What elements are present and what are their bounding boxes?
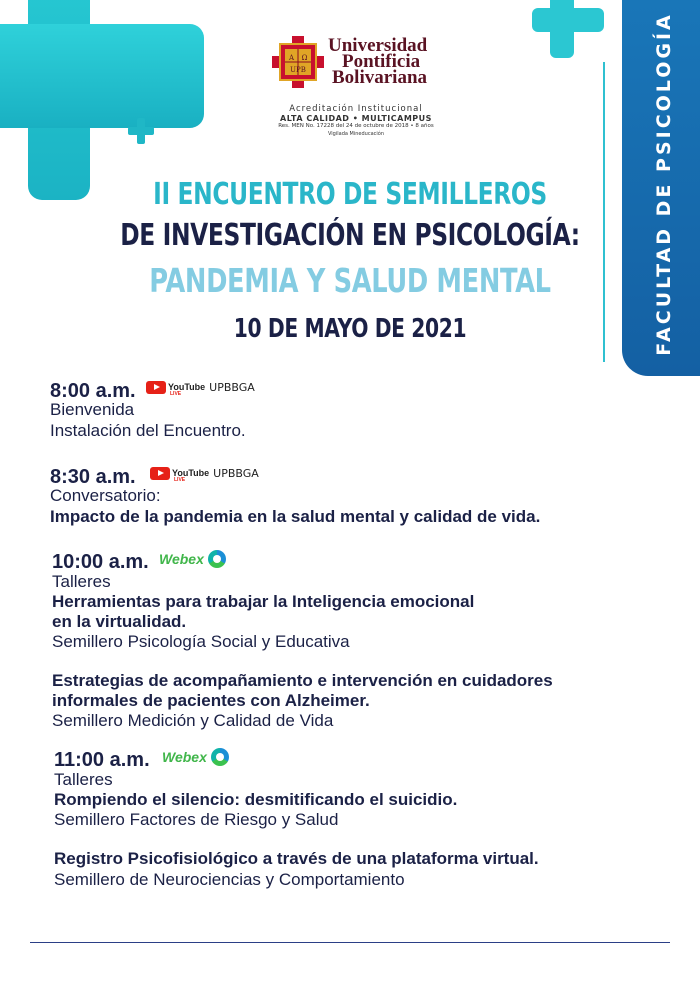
session-4-topic-2: Registro Psicofisiológico a través de una plataforma virtual.: [54, 849, 539, 868]
session-2-topic: Impacto de la pandemia en la salud mental y calidad de vida.: [50, 507, 541, 526]
youtube-play-icon: [150, 467, 170, 480]
webex-badge: Webex: [162, 748, 229, 766]
session-3-topic-1-cont: en la virtualidad.: [52, 612, 187, 631]
webex-badge: Webex: [159, 550, 226, 568]
session-3-group-2: Semillero Medición y Calidad de Vida: [52, 711, 334, 730]
session-3-time: 10:00 a.m.: [52, 551, 149, 573]
svg-text:Ω: Ω: [301, 54, 308, 62]
session-4-time: 11:00 a.m.: [54, 749, 150, 771]
session-3-topic-2-cont: informales de pacientes con Alzheimer.: [52, 691, 370, 710]
webex-icon: [208, 550, 226, 568]
webex-icon: [211, 748, 229, 766]
session-3-group-1: Semillero Psicología Social y Educativa: [52, 632, 350, 651]
session-2-line-1: Conversatorio:: [50, 486, 161, 505]
session-1-line-2: Instalación del Encuentro.: [50, 421, 246, 440]
session-1-time: 8:00 a.m.: [50, 380, 136, 402]
event-date: 10 DE MAYO DE 2021: [233, 314, 467, 344]
session-4-line-1: Talleres: [54, 770, 113, 789]
session-2-time: 8:30 a.m.: [50, 466, 136, 488]
session-4-group-1: Semillero Factores de Riesgo y Salud: [54, 810, 339, 829]
session-4-group-2: Semillero de Neurociencias y Comportamiento: [54, 870, 405, 889]
youtube-channel: UPBBGA: [209, 380, 255, 394]
accreditation-block: Acreditación Institucional ALTA CALIDAD • MULTICAMPUS Res. MEN No. 17228 del 24 de octubre de 2018 • 8 años Vigilada Mineducación: [278, 104, 434, 137]
bottom-divider: [30, 942, 670, 943]
svg-text:UPB: UPB: [290, 66, 306, 74]
svg-text:A: A: [288, 54, 295, 62]
university-name: Universidad Pontificia Bolivariana: [328, 35, 428, 88]
youtube-channel: UPBBGA: [213, 466, 259, 480]
faculty-band-label: FACULTAD DE PSICOLOGÍA: [653, 12, 675, 356]
youtube-play-icon: [146, 381, 166, 394]
youtube-live-badge: YouTube LIVE UPBBGA: [150, 466, 259, 480]
session-4-topic-1: Rompiendo el silencio: desmitificando el suicidio.: [54, 790, 458, 809]
session-1-line-1: Bienvenida: [50, 400, 135, 419]
event-subtitle: PANDEMIA Y SALUD MENTAL: [149, 261, 551, 300]
youtube-live-badge: YouTube LIVE UPBBGA: [146, 380, 255, 394]
university-crest-icon: [272, 36, 324, 88]
session-3-line-1: Talleres: [52, 572, 111, 591]
session-3-topic-1: Herramientas para trabajar la Inteligencia emocional: [52, 592, 475, 611]
session-3-topic-2: Estrategias de acompañamiento e intervención en cuidadores: [52, 671, 553, 690]
event-title-line-1: II ENCUENTRO DE SEMILLEROS: [153, 177, 547, 212]
event-title-line-2: DE INVESTIGACIÓN EN PSICOLOGÍA:: [120, 218, 580, 253]
